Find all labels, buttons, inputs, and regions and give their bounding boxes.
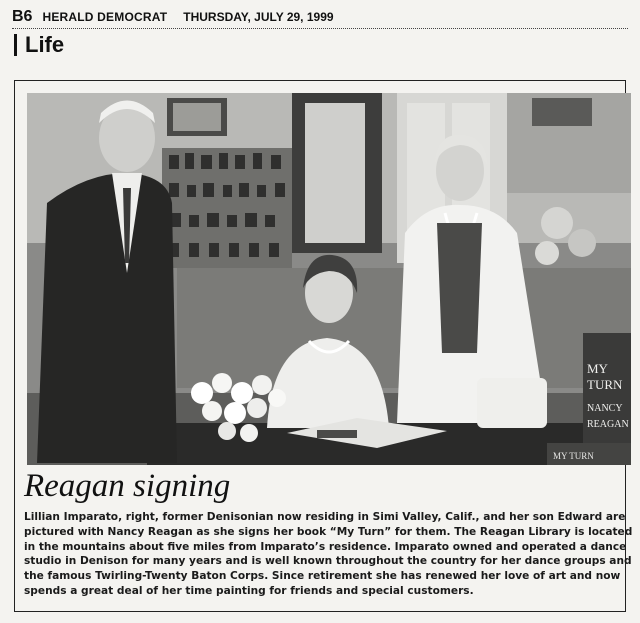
article-headline: Reagan signing <box>24 468 231 504</box>
book-cover-text: NANCY <box>587 403 623 414</box>
section-title: Life <box>25 32 65 57</box>
page-number: B6 <box>12 8 33 25</box>
news-photo <box>27 93 631 465</box>
book-cover-text: MY <box>587 361 608 376</box>
section-header <box>14 32 64 58</box>
section-bar <box>14 34 17 56</box>
book-cover-text: REAGAN <box>587 419 629 430</box>
paper-name: HERALD DEMOCRAT <box>42 10 168 24</box>
masthead-rule <box>12 28 628 29</box>
photo-caption: Lillian Imparato, right, former Denisonian now residing in Simi Valley, Calif., and her son Edward are pictured with Nancy Reagan as she signs her book “My Turn” for them. The Reagan Library is located in the mountains about five miles from Imparato’s residence. Imparato owned and operated a dance studio in Denison for many years and is well known throughout the country for her dance groups and the famous Twirling-Twenty Baton Corps. Since retirement she has renewed her love of art and now spends a great deal of her time painting for friends and special customers. <box>24 511 633 597</box>
issue-date: THURSDAY, JULY 29, 1999 <box>183 10 334 24</box>
book-cover-text: TURN <box>587 377 623 392</box>
masthead <box>12 8 628 28</box>
photo-illustration <box>27 93 631 465</box>
book-spine-text: MY TURN <box>553 451 594 461</box>
